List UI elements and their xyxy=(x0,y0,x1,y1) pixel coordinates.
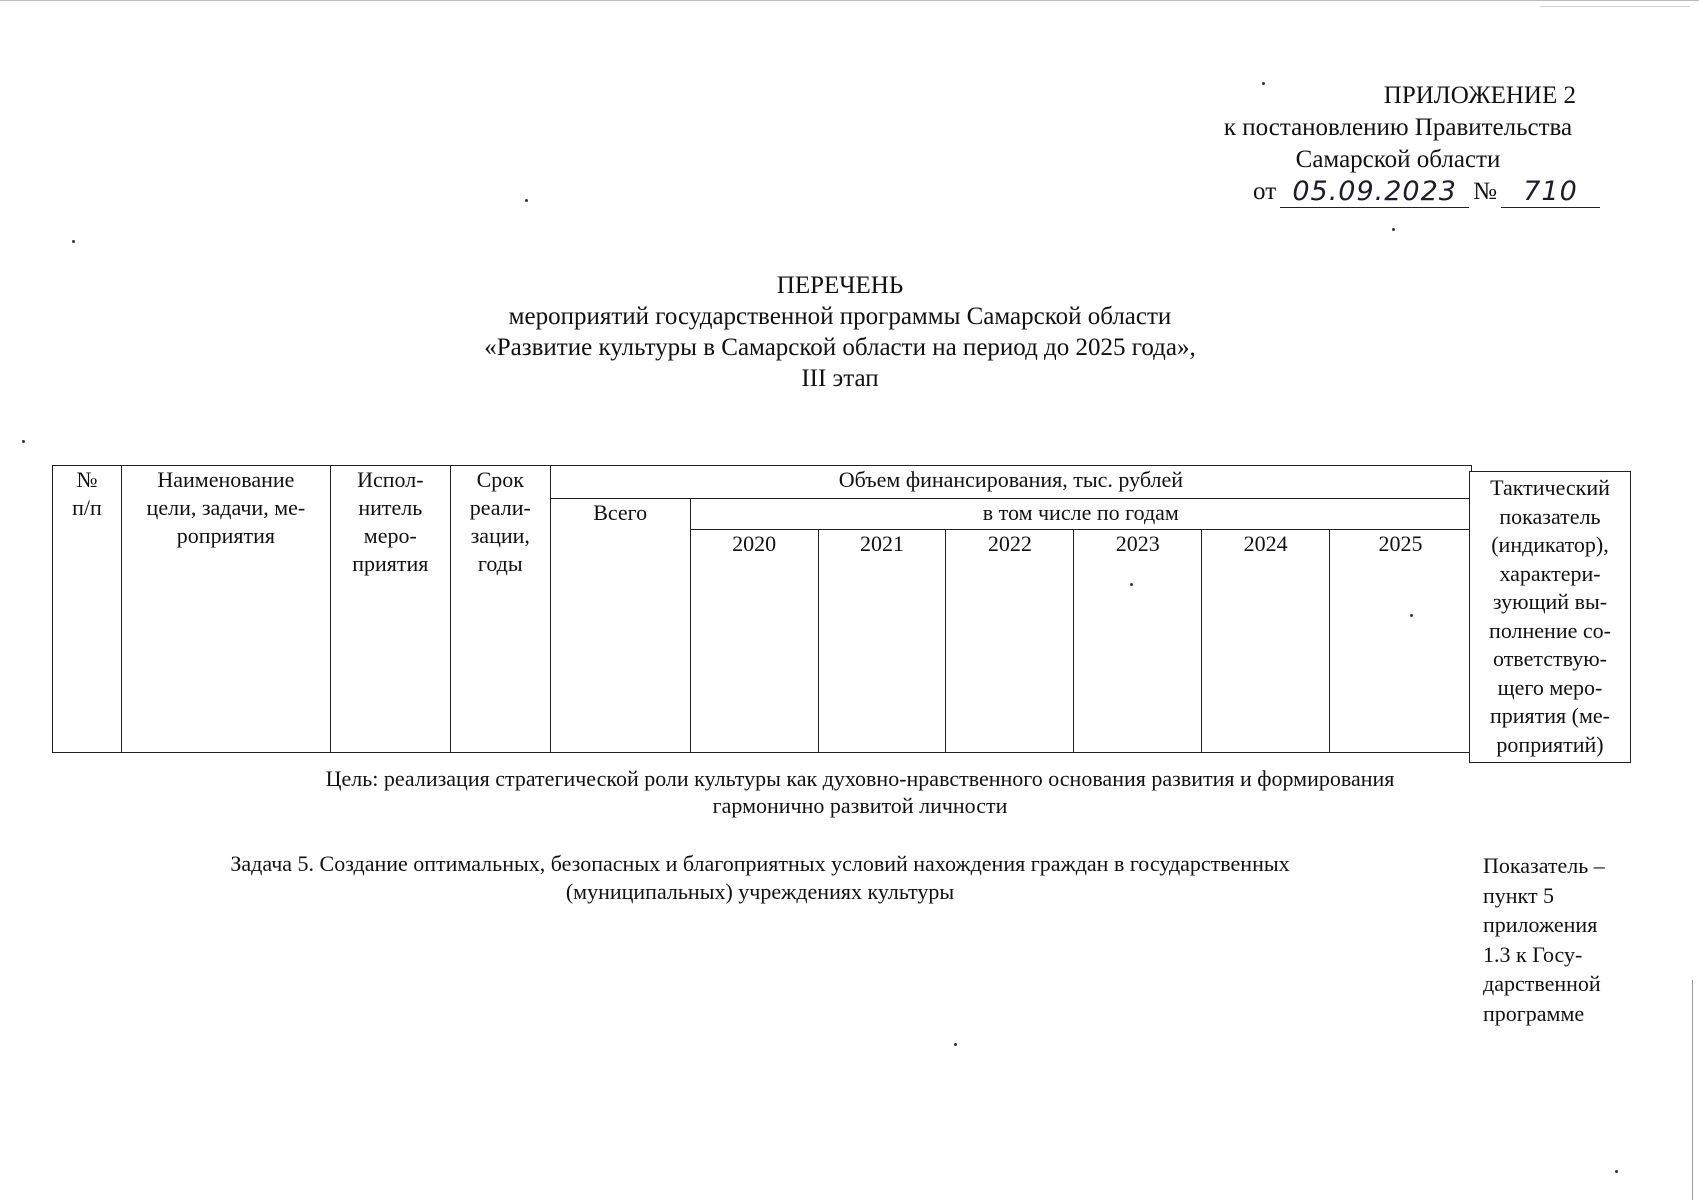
goal-line: гармонично развитой личности xyxy=(712,793,1008,818)
tactic-line: щего меро- xyxy=(1497,674,1603,700)
tactic-line: ответствую- xyxy=(1492,646,1607,671)
header-by-years: в том числе по годам xyxy=(690,499,1471,530)
header-year: 2024 xyxy=(1202,530,1330,753)
attachment-title: ПРИЛОЖЕНИЕ 2 xyxy=(1383,82,1576,109)
handwritten-date: 05.09.2023 xyxy=(1280,177,1469,208)
scan-speck xyxy=(72,240,75,243)
scan-speck xyxy=(525,199,528,202)
scan-speck xyxy=(1410,614,1413,617)
header-name-line: Наименование xyxy=(157,467,295,492)
tactic-line: роприятий) xyxy=(1496,731,1604,757)
goal-line: Цель: реализация стратегической роли культуры как духовно-нравственного основания развития и формирования xyxy=(325,766,1395,791)
heading-line: мероприятий государственной программы Самарской области xyxy=(508,303,1172,330)
header-name-line: цели, задачи, ме- xyxy=(146,495,306,520)
task-line: (муниципальных) учреждениях культуры xyxy=(565,879,955,904)
date-prefix: от xyxy=(1253,178,1277,205)
attachment-line: Самарской области xyxy=(1295,146,1501,173)
attachment-date-row xyxy=(1188,176,1608,208)
tactic-line: Тактический xyxy=(1490,475,1610,500)
number-prefix: № xyxy=(1473,178,1497,205)
header-year: 2020 xyxy=(690,530,818,753)
scan-edge-line xyxy=(1540,6,1690,7)
header-num-line: п/п xyxy=(72,495,102,520)
header-executor-line: Испол- xyxy=(357,467,424,492)
document-heading xyxy=(330,270,1350,394)
header-year: 2022 xyxy=(946,530,1074,753)
scan-edge-line xyxy=(0,0,1699,1)
header-num-line: № xyxy=(76,467,98,492)
header-tactic-indicator xyxy=(1469,471,1631,763)
header-total: Всего xyxy=(550,499,690,753)
header-funding: Объем финансирования, тыс. рублей xyxy=(550,466,1471,499)
header-executor-line: меро- xyxy=(363,523,417,548)
header-executor-line: приятия xyxy=(352,551,429,576)
attachment-block xyxy=(1188,80,1608,208)
heading-title: ПЕРЕЧЕНЬ xyxy=(776,272,904,299)
header-period-line: зации, xyxy=(470,523,530,548)
scan-speck xyxy=(1130,583,1133,586)
tactic-line: приятия (ме- xyxy=(1489,703,1610,728)
header-year: 2023 xyxy=(1074,530,1202,753)
header-period-line: Срок xyxy=(476,467,524,492)
task-line: Задача 5. Создание оптимальных, безопасных и благоприятных условий нахождения граждан в государственных xyxy=(230,851,1290,876)
tactic-line: характери- xyxy=(1499,560,1601,586)
indicator-reference: Показатель – пункт 5 приложения 1.3 к Госу- дарственной программе xyxy=(1483,853,1605,1026)
header-executor xyxy=(330,466,450,753)
tactic-line: полнение со- xyxy=(1489,617,1611,643)
header-period-line: годы xyxy=(477,551,523,576)
tactic-line: зующий вы- xyxy=(1492,589,1608,614)
tactic-line: показатель xyxy=(1499,503,1601,529)
header-period xyxy=(450,466,550,753)
measures-table xyxy=(52,465,1472,753)
handwritten-number: 710 xyxy=(1501,177,1600,208)
scan-speck xyxy=(1615,1170,1618,1173)
heading-line: III этап xyxy=(801,365,879,392)
scan-speck xyxy=(22,440,25,443)
header-period-line: реали- xyxy=(469,495,531,520)
task-text xyxy=(140,850,1380,906)
scan-speck xyxy=(1392,228,1395,231)
header-name-line: роприятия xyxy=(176,523,275,548)
scan-edge-line xyxy=(1692,980,1693,1200)
goal-text xyxy=(180,765,1540,819)
header-num xyxy=(53,466,122,753)
attachment-line: к постановлению Правительства xyxy=(1223,114,1573,141)
heading-line: «Развитие культуры в Самарской области на период до 2025 года», xyxy=(484,334,1196,361)
header-executor-line: нитель xyxy=(358,495,423,520)
tactic-line: (индикатор), xyxy=(1491,532,1609,557)
scan-speck xyxy=(1262,82,1265,85)
scan-speck xyxy=(954,1043,957,1046)
header-year: 2021 xyxy=(818,530,946,753)
header-name xyxy=(121,466,330,753)
header-year: 2025 xyxy=(1330,530,1472,753)
